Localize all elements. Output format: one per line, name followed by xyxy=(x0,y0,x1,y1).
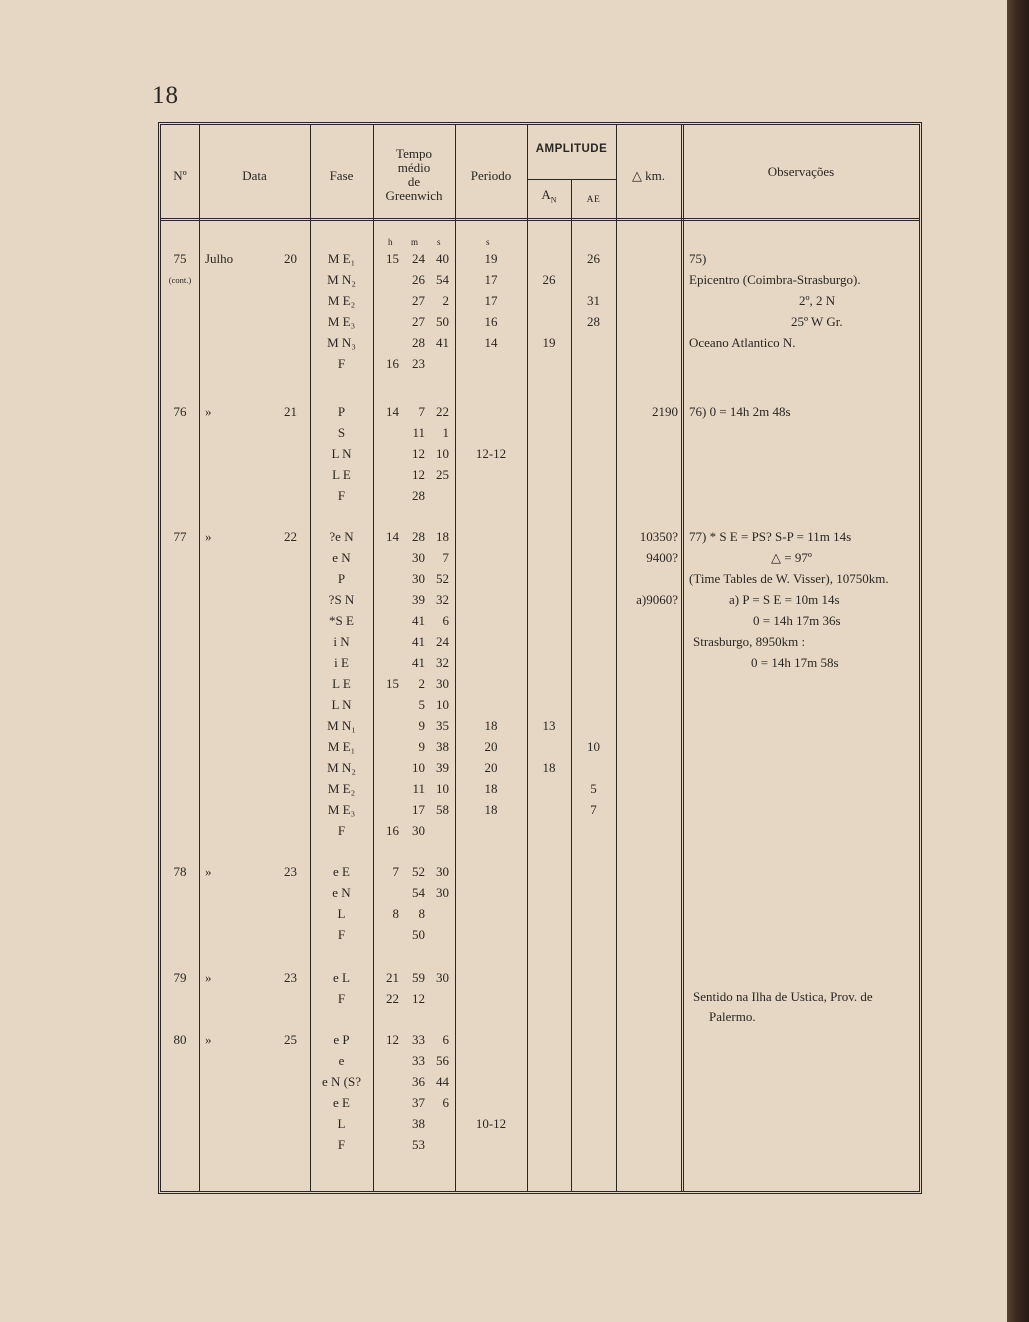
obs-line: 77) * S E = PS? S-P = 11m 14s xyxy=(689,529,852,544)
row-hour: 15 xyxy=(386,676,399,691)
row-second: 22 xyxy=(436,404,449,419)
row-minute: 30 xyxy=(412,550,425,565)
obs-line: 0 = 14h 17m 36s xyxy=(753,613,841,628)
row-day: 22 xyxy=(284,529,297,544)
row-minute: 10 xyxy=(412,760,425,775)
row-phase: *S E xyxy=(329,613,354,628)
obs-line: Oceano Atlantico N. xyxy=(689,335,796,350)
row-minute: 12 xyxy=(412,991,425,1006)
row-second: 52 xyxy=(436,571,449,586)
row-phase: S xyxy=(337,425,346,440)
row-phase: M E₂ xyxy=(327,293,356,308)
row-amplitude-n: 18 xyxy=(542,760,556,775)
row-minute: 36 xyxy=(412,1074,425,1089)
row-phase: e P xyxy=(333,1032,350,1047)
row-phase: L xyxy=(337,1116,346,1131)
row-period: 12-12 xyxy=(475,446,507,461)
row-second: 35 xyxy=(436,718,449,733)
row-second: 24 xyxy=(436,634,449,649)
obs-line: Strasburgo, 8950km : xyxy=(693,634,806,649)
row-second: 32 xyxy=(436,592,449,607)
page-number: 18 xyxy=(152,82,179,109)
row-minute: 11 xyxy=(412,425,425,440)
row-phase: F xyxy=(337,1137,346,1152)
row-phase: M N₂ xyxy=(327,272,356,287)
row-second: 10 xyxy=(436,446,449,461)
row-amplitude-n: 26 xyxy=(542,272,556,287)
row-minute: 41 xyxy=(412,655,425,670)
row-phase: M E₁ xyxy=(327,251,356,266)
row-hour: 21 xyxy=(386,970,399,985)
row-phase: M E₁ xyxy=(327,739,356,754)
row-minute: 33 xyxy=(412,1053,425,1068)
row-day: 20 xyxy=(284,251,297,266)
row-second: 38 xyxy=(436,739,449,754)
row-phase: e N (S? xyxy=(322,1074,361,1089)
row-minute: 30 xyxy=(412,823,425,838)
row-minute: 12 xyxy=(412,446,425,461)
row-phase: M E₂ xyxy=(327,781,356,796)
row-phase: ?e N xyxy=(329,529,354,544)
row-minute: 41 xyxy=(412,634,425,649)
row-phase: L N xyxy=(331,697,352,712)
row-phase: F xyxy=(337,823,346,838)
row-second: 6 xyxy=(442,1095,449,1110)
row-minute: 50 xyxy=(412,927,425,942)
row-phase: e E xyxy=(333,1095,350,1110)
obs-line: 2º, 2 N xyxy=(799,293,836,308)
row-period: 19 xyxy=(484,251,498,266)
row-minute: 27 xyxy=(412,314,425,329)
row-amplitude-e: 10 xyxy=(587,739,600,754)
row-minute: 2 xyxy=(418,676,425,691)
col-rule xyxy=(373,125,374,1191)
row-day: 25 xyxy=(284,1032,297,1047)
row-distance-km: 9400? xyxy=(646,550,678,565)
row-period: 18 xyxy=(484,781,498,796)
row-period: 17 xyxy=(484,293,498,308)
row-month: » xyxy=(205,864,212,879)
row-period: 18 xyxy=(484,802,498,817)
row-period: 20 xyxy=(484,760,498,775)
row-second: 30 xyxy=(436,885,449,900)
row-month: » xyxy=(205,1032,212,1047)
row-minute: 28 xyxy=(412,335,425,350)
row-minute: 53 xyxy=(412,1137,425,1152)
row-second: 25 xyxy=(436,467,449,482)
row-minute: 9 xyxy=(418,718,425,733)
row-phase: e N xyxy=(332,550,351,565)
row-minute: 28 xyxy=(412,529,425,544)
obs-line: Epicentro (Coimbra-Strasburgo). xyxy=(689,272,861,287)
unit-period-s: s xyxy=(486,237,490,247)
row-period: 16 xyxy=(484,314,498,329)
row-hour: 14 xyxy=(386,529,399,544)
row-second: 30 xyxy=(436,970,449,985)
header-km: △ km. xyxy=(631,168,666,183)
row-minute: 39 xyxy=(412,592,425,607)
row-minute: 7 xyxy=(418,404,425,419)
row-second: 2 xyxy=(442,293,449,308)
obs-line: Palermo. xyxy=(709,1009,756,1024)
row-second: 50 xyxy=(436,314,449,329)
row-hour: 15 xyxy=(386,251,399,266)
row-hour: 7 xyxy=(392,864,399,879)
row-amplitude-e: 5 xyxy=(590,781,597,796)
header-amplitude: AMPLITUDE xyxy=(535,143,608,155)
row-minute: 54 xyxy=(412,885,425,900)
row-number: 77 xyxy=(173,529,187,544)
row-phase: L E xyxy=(332,676,351,691)
row-second: 39 xyxy=(436,760,449,775)
row-minute: 11 xyxy=(412,781,425,796)
row-period: 14 xyxy=(484,335,498,350)
row-minute: 33 xyxy=(412,1032,425,1047)
row-second: 1 xyxy=(442,425,449,440)
obs-line: Sentido na Ilha de Ustica, Prov. de xyxy=(693,989,873,1004)
header-no: Nº xyxy=(173,168,187,183)
row-minute: 30 xyxy=(412,571,425,586)
row-second: 58 xyxy=(436,802,449,817)
row-phase: M N₁ xyxy=(327,718,356,733)
row-distance-km: 10350? xyxy=(639,529,678,544)
row-phase: e xyxy=(338,1053,345,1068)
row-phase: M E₃ xyxy=(327,802,356,817)
row-minute: 41 xyxy=(412,613,425,628)
obs-line: (Time Tables de W. Visser), 10750km. xyxy=(689,571,889,586)
header-ae: AE xyxy=(586,195,601,205)
row-phase: e N xyxy=(332,885,351,900)
row-minute: 26 xyxy=(412,272,425,287)
row-second: 54 xyxy=(436,272,449,287)
row-period: 17 xyxy=(484,272,498,287)
unit-m: m xyxy=(411,237,419,247)
row-minute: 17 xyxy=(412,802,425,817)
row-second: 10 xyxy=(436,697,449,712)
row-phase: i E xyxy=(334,655,349,670)
row-number: 79 xyxy=(173,970,187,985)
row-amplitude-e: 26 xyxy=(587,251,600,266)
row-month: » xyxy=(205,970,212,985)
book-spine xyxy=(1007,0,1029,1322)
row-minute: 5 xyxy=(418,697,425,712)
row-phase: M N₂ xyxy=(327,760,356,775)
row-period: 20 xyxy=(484,739,498,754)
row-phase: F xyxy=(337,488,346,503)
row-minute: 9 xyxy=(418,739,425,754)
row-hour: 8 xyxy=(392,906,399,921)
row-minute: 12 xyxy=(412,467,425,482)
row-month: » xyxy=(205,404,212,419)
row-phase: P xyxy=(337,404,346,419)
row-period: 18 xyxy=(484,718,498,733)
row-minute: 23 xyxy=(412,356,425,371)
row-minute: 27 xyxy=(412,293,425,308)
row-phase: F xyxy=(337,927,346,942)
seismic-table xyxy=(158,122,922,1194)
row-second: 40 xyxy=(436,251,449,266)
row-phase: M E₃ xyxy=(327,314,356,329)
row-month: Julho xyxy=(205,251,234,266)
header-data: Data xyxy=(242,168,267,183)
col-rule xyxy=(199,125,200,1191)
row-number: 75 xyxy=(173,251,187,266)
row-phase: e E xyxy=(333,864,350,879)
row-minute: 37 xyxy=(412,1095,425,1110)
row-hour: 16 xyxy=(386,823,399,838)
row-second: 6 xyxy=(442,1032,449,1047)
header-an: $A_N$ xyxy=(541,187,557,205)
header-tempo: Tempo médio de Greenwich xyxy=(385,146,443,203)
row-second: 10 xyxy=(436,781,449,796)
row-minute: 59 xyxy=(412,970,425,985)
row-hour: 12 xyxy=(386,1032,399,1047)
row-second: 41 xyxy=(436,335,449,350)
obs-line: 25º W Gr. xyxy=(791,314,843,329)
row-amplitude-n: 13 xyxy=(542,718,556,733)
obs-line: 75) xyxy=(689,251,707,266)
row-day: 21 xyxy=(284,404,297,419)
row-distance-km: a)9060? xyxy=(636,592,678,607)
row-phase: e L xyxy=(333,970,350,985)
row-minute: 24 xyxy=(412,251,425,266)
row-second: 44 xyxy=(436,1074,449,1089)
col-rule xyxy=(616,125,617,1191)
header-fase: Fase xyxy=(329,168,354,183)
row-minute: 8 xyxy=(418,906,425,921)
obs-line: △ = 97º xyxy=(771,550,812,565)
row-minute: 52 xyxy=(412,864,425,879)
obs-line: 76) 0 = 14h 2m 48s xyxy=(689,404,791,419)
row-phase: L N xyxy=(331,446,352,461)
header-rule xyxy=(161,218,919,221)
row-phase: M N₃ xyxy=(327,335,356,350)
row-phase: F xyxy=(337,356,346,371)
row-amplitude-e: 28 xyxy=(587,314,600,329)
row-period: 10-12 xyxy=(475,1116,507,1131)
row-number: 76 xyxy=(173,404,187,419)
row-minute: 38 xyxy=(412,1116,425,1131)
row-phase: L E xyxy=(332,467,351,482)
row-number: 80 xyxy=(173,1032,187,1047)
row-second: 6 xyxy=(442,613,449,628)
row-second: 18 xyxy=(436,529,449,544)
unit-h: h xyxy=(388,237,393,247)
row-second: 30 xyxy=(436,864,449,879)
header-observacoes: Observações xyxy=(767,164,835,179)
col-rule xyxy=(681,125,684,1191)
row-amplitude-e: 31 xyxy=(587,293,600,308)
row-phase: L xyxy=(337,906,346,921)
obs-line: 0 = 14h 17m 58s xyxy=(751,655,839,670)
row-day: 23 xyxy=(284,970,297,985)
row-distance-km: 2190 xyxy=(652,404,678,419)
amplitude-rule xyxy=(527,179,616,180)
row-second: 30 xyxy=(436,676,449,691)
row-second: 56 xyxy=(436,1053,449,1068)
row-minute: 28 xyxy=(412,488,425,503)
obs-line: a) P = S E = 10m 14s xyxy=(729,592,840,607)
row-second: 7 xyxy=(442,550,449,565)
row-number: (cont.) xyxy=(168,275,192,285)
row-second: 32 xyxy=(436,655,449,670)
row-number: 78 xyxy=(173,864,187,879)
row-hour: 14 xyxy=(386,404,399,419)
row-month: » xyxy=(205,529,212,544)
row-hour: 22 xyxy=(386,991,399,1006)
row-amplitude-e: 7 xyxy=(590,802,597,817)
row-phase: i N xyxy=(333,634,350,649)
row-hour: 16 xyxy=(386,356,399,371)
row-phase: ?S N xyxy=(328,592,355,607)
row-day: 23 xyxy=(284,864,297,879)
row-phase: F xyxy=(337,991,346,1006)
row-amplitude-n: 19 xyxy=(542,335,556,350)
unit-s: s xyxy=(437,237,441,247)
header-periodo: Periodo xyxy=(470,168,512,183)
row-phase: P xyxy=(337,571,346,586)
